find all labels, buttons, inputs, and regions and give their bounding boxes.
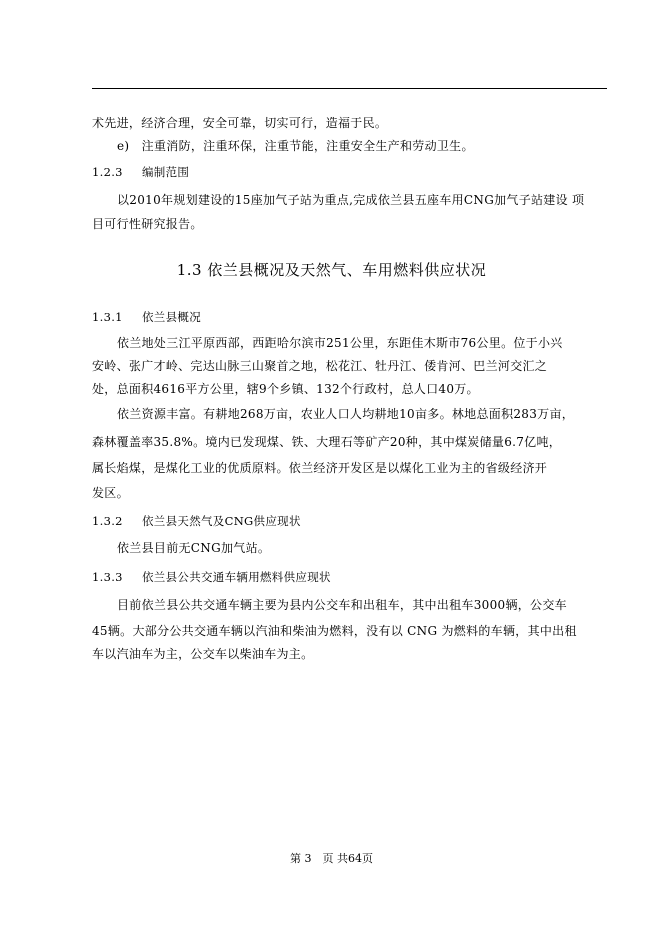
intro-line-1: 术先进，经济合理，安全可靠，切实可行，造福于民。 [92, 116, 388, 130]
section-number: 1.3.2 [92, 514, 123, 528]
section-number: 1.2.3 [92, 165, 123, 179]
overview-p1-line-2: 安岭、张广才岭、完达山脉三山聚首之地，松花江、牡丹江、倭肯河、巴兰河交汇之 [92, 359, 548, 373]
section-1-3-2-heading [92, 513, 612, 529]
overview-p2-line-1: 依兰资源丰富。有耕地268万亩，农业人口人均耕地10亩多。林地总面积283万亩， [117, 407, 575, 421]
page-number-footer: 第 3 页 共64页 [290, 852, 373, 865]
section-1-3-3-heading [92, 569, 612, 585]
section-title: 依兰县公共交通车辆用燃料供应现状 [142, 570, 331, 584]
section-title: 依兰县天然气及CNG供应现状 [142, 514, 301, 528]
section-1-2-3-heading [92, 164, 612, 180]
header-rule [92, 88, 607, 89]
intro-line-2: e) 注重消防，注重环保，注重节能，注重安全生产和劳动卫生。 [117, 139, 474, 153]
transit-line-2: 45辆。大部分公共交通车辆以汽油和柴油为燃料，没有以 CNG 为燃料的车辆，其中出租 [92, 624, 577, 638]
section-title: 编制范围 [142, 165, 190, 179]
overview-p1-line-3: 处，总面积4616平方公里，辖9个乡镇、132个行政村，总人口40万。 [92, 382, 479, 396]
scope-line-2: 目可行性研究报告。 [92, 217, 203, 231]
overview-p2-line-2: 森林覆盖率35.8%。境内已发现煤、铁、大理石等矿产20种，其中煤炭储量6.7亿吨， [92, 435, 562, 449]
scope-line-1: 以2010年规划建设的15座加气子站为重点,完成依兰县五座车用CNG加气子站建设 项 [117, 193, 585, 207]
section-title: 依兰县概况 [142, 310, 201, 324]
overview-p1-line-1: 依兰地处三江平原西部，西距哈尔滨市251公里，东距佳木斯市76公里。位于小兴 [117, 336, 563, 350]
transit-line-3: 车以汽油车为主，公交车以柴油车为主。 [92, 647, 314, 661]
cng-status-line: 依兰县目前无CNG加气站。 [117, 541, 271, 555]
section-1-3-1-heading [92, 309, 612, 325]
section-number: 1.3.3 [92, 570, 123, 584]
overview-p2-line-3: 属长焰煤，是煤化工业的优质原料。依兰经济开发区是以煤化工业为主的省级经济开 [92, 461, 548, 475]
overview-p2-line-4: 发区。 [92, 486, 129, 500]
section-number: 1.3.1 [92, 310, 123, 324]
transit-line-1: 目前依兰县公共交通车辆主要为县内公交车和出租车，其中出租车3000辆，公交车 [117, 598, 567, 612]
section-1-3-title: 1.3 依兰县概况及天然气、车用燃料供应状况 [176, 261, 487, 279]
